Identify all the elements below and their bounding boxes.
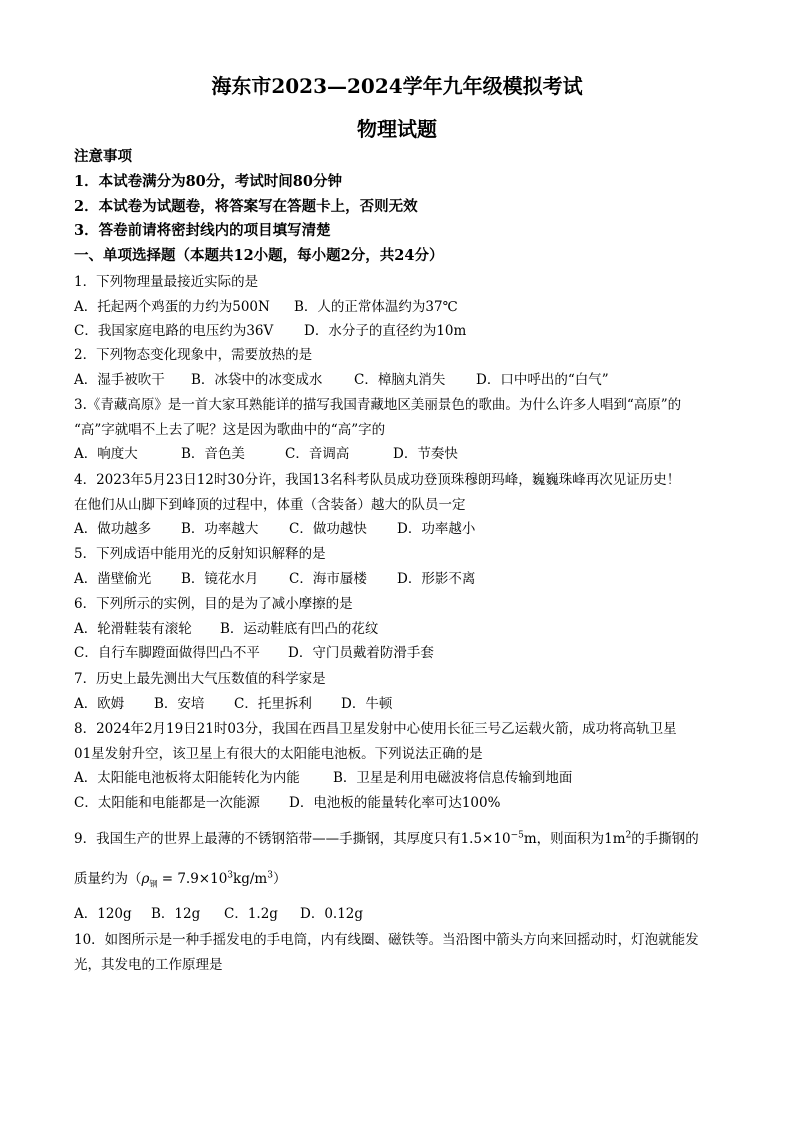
option-b: B．安培 bbox=[154, 696, 205, 712]
question-stem: 在他们从山脚下到峰顶的过程中，体重（含装备）越大的队员一定 bbox=[74, 497, 466, 513]
note-item: 2．本试卷为试题卷，将答案写在答题卡上，否则无效 bbox=[74, 198, 418, 215]
option-c: C．自行车脚蹬面做得凹凸不平 bbox=[74, 645, 260, 661]
question-stem bbox=[74, 870, 286, 894]
option-b: B．冰袋中的冰变成水 bbox=[191, 372, 323, 388]
option-a: A．太阳能电池板将太阳能转化为内能 bbox=[74, 770, 300, 786]
option-a: A．做功越多 bbox=[74, 521, 152, 537]
option-d: D．牛顿 bbox=[341, 696, 393, 712]
options-row bbox=[74, 371, 609, 389]
option-d: D．0.12g bbox=[300, 906, 364, 922]
option-c: C．太阳能和电能都是一次能源 bbox=[74, 795, 260, 811]
option-a: A．托起两个鸡蛋的力约为500N bbox=[74, 299, 270, 315]
question-stem: 4．2023年5月23日12时30分许，我国13名科考队员成功登顶珠穆朗玛峰，巍巍珠峰再次见证历史！ bbox=[74, 472, 681, 488]
options-row bbox=[74, 298, 458, 316]
exponent: 3 bbox=[227, 870, 234, 881]
option-c: C．1.2g bbox=[224, 906, 278, 922]
subject-title: 物理试题 bbox=[357, 117, 437, 141]
stem-text: 9．我国生产的世界上最薄的不锈钢箔带——手撕钢，其厚度只有1.5×10 bbox=[74, 831, 511, 847]
option-a: A．响度大 bbox=[74, 446, 138, 462]
option-d: D．形影不离 bbox=[397, 571, 476, 587]
stem-text: m，则面积为1m bbox=[523, 831, 626, 847]
options-row bbox=[74, 905, 363, 923]
option-d: D．水分子的直径约为10m bbox=[304, 323, 467, 339]
notes-heading: 注意事项 bbox=[74, 148, 132, 165]
option-c: C．托里拆利 bbox=[234, 696, 312, 712]
note-item: 3．答卷前请将密封线内的项目填写清楚 bbox=[74, 222, 331, 239]
option-c: C．我国家庭电路的电压约为36V bbox=[74, 323, 274, 339]
option-c: C．海市蜃楼 bbox=[289, 571, 367, 587]
option-b: B．12g bbox=[151, 906, 201, 922]
option-a: A．湿手被吹干 bbox=[74, 372, 165, 388]
question-stem: 8．2024年2月19日21时03分，我国在西昌卫星发射中心使用长征三号乙运载火箭，成功将高轨卫星 bbox=[74, 721, 677, 737]
option-d: D．口中呼出的“白气” bbox=[476, 372, 609, 388]
density-symbol: ρ bbox=[141, 871, 150, 887]
stem-text: ） bbox=[272, 871, 287, 887]
question-stem: 3.《青藏高原》是一首大家耳熟能详的描写我国青藏地区美丽景色的歌曲。为什么许多人唱到“高原”的 bbox=[74, 397, 682, 413]
options-row bbox=[74, 445, 458, 463]
options-row bbox=[74, 570, 475, 588]
density-subscript: 钢 bbox=[149, 879, 158, 889]
stem-text: = 7.9×10 bbox=[157, 871, 228, 887]
options-row bbox=[74, 794, 500, 812]
section-heading: 一、单项选择题（本题共12小题，每小题2分，共24分） bbox=[74, 247, 444, 264]
option-d: D．电池板的能量转化率可达100% bbox=[289, 795, 501, 811]
question-stem bbox=[74, 830, 699, 848]
option-a: A．轮滑鞋装有滚轮 bbox=[74, 621, 192, 637]
option-a: A．欧姆 bbox=[74, 696, 125, 712]
question-stem: 10．如图所示是一种手摇发电的手电筒，内有线圈、磁铁等。当沿图中箭头方向来回摇动时，灯泡就能发 bbox=[74, 932, 699, 948]
option-c: C．樟脑丸消失 bbox=[354, 372, 446, 388]
note-item: 1．本试卷满分为80分，考试时间80分钟 bbox=[74, 173, 342, 190]
options-row bbox=[74, 620, 378, 638]
option-a: A．120g bbox=[74, 906, 132, 922]
option-b: B．音色美 bbox=[181, 446, 245, 462]
option-d: D．守门员戴着防滑手套 bbox=[288, 645, 434, 661]
exponent: 3 bbox=[267, 870, 273, 881]
question-stem: 光，其发电的工作原理是 bbox=[74, 957, 223, 973]
options-row bbox=[74, 695, 392, 713]
option-b: B．镜花水月 bbox=[181, 571, 259, 587]
question-stem: 7．历史上最先测出大气压数值的科学家是 bbox=[74, 671, 326, 687]
exam-title: 海东市2023—2024学年九年级模拟考试 bbox=[211, 74, 583, 98]
option-d: D．功率越小 bbox=[397, 521, 476, 537]
question-stem: 5．下列成语中能用光的反射知识解释的是 bbox=[74, 546, 326, 562]
option-d: D．节奏快 bbox=[393, 446, 458, 462]
question-stem: 6．下列所示的实例，目的是为了减小摩擦的是 bbox=[74, 596, 353, 612]
option-b: B．功率越大 bbox=[181, 521, 259, 537]
options-row bbox=[74, 769, 572, 787]
option-a: A．凿壁偷光 bbox=[74, 571, 152, 587]
question-stem: 01星发射升空，该卫星上有很大的太阳能电池板。下列说法正确的是 bbox=[74, 746, 483, 762]
question-stem: 1．下列物理量最接近实际的是 bbox=[74, 274, 259, 290]
stem-text: 质量约为（ bbox=[74, 871, 142, 887]
option-b: B．运动鞋底有凹凸的花纹 bbox=[220, 621, 379, 637]
options-row bbox=[74, 520, 475, 538]
option-b: B．卫星是利用电磁波将信息传输到地面 bbox=[333, 770, 573, 786]
options-row bbox=[74, 322, 466, 340]
option-c: C．音调高 bbox=[285, 446, 350, 462]
option-b: B．人的正常体温约为37℃ bbox=[294, 299, 458, 315]
question-stem: “高”字就唱不上去了呢？这是因为歌曲中的“高”字的 bbox=[74, 422, 386, 438]
exponent: −5 bbox=[510, 830, 524, 841]
question-stem: 2．下列物态变化现象中，需要放热的是 bbox=[74, 347, 313, 363]
stem-text: 的手撕钢的 bbox=[631, 831, 699, 847]
stem-text: kg/m bbox=[233, 871, 268, 887]
options-row bbox=[74, 644, 434, 662]
option-c: C．做功越快 bbox=[289, 521, 367, 537]
exponent: 2 bbox=[625, 830, 632, 841]
